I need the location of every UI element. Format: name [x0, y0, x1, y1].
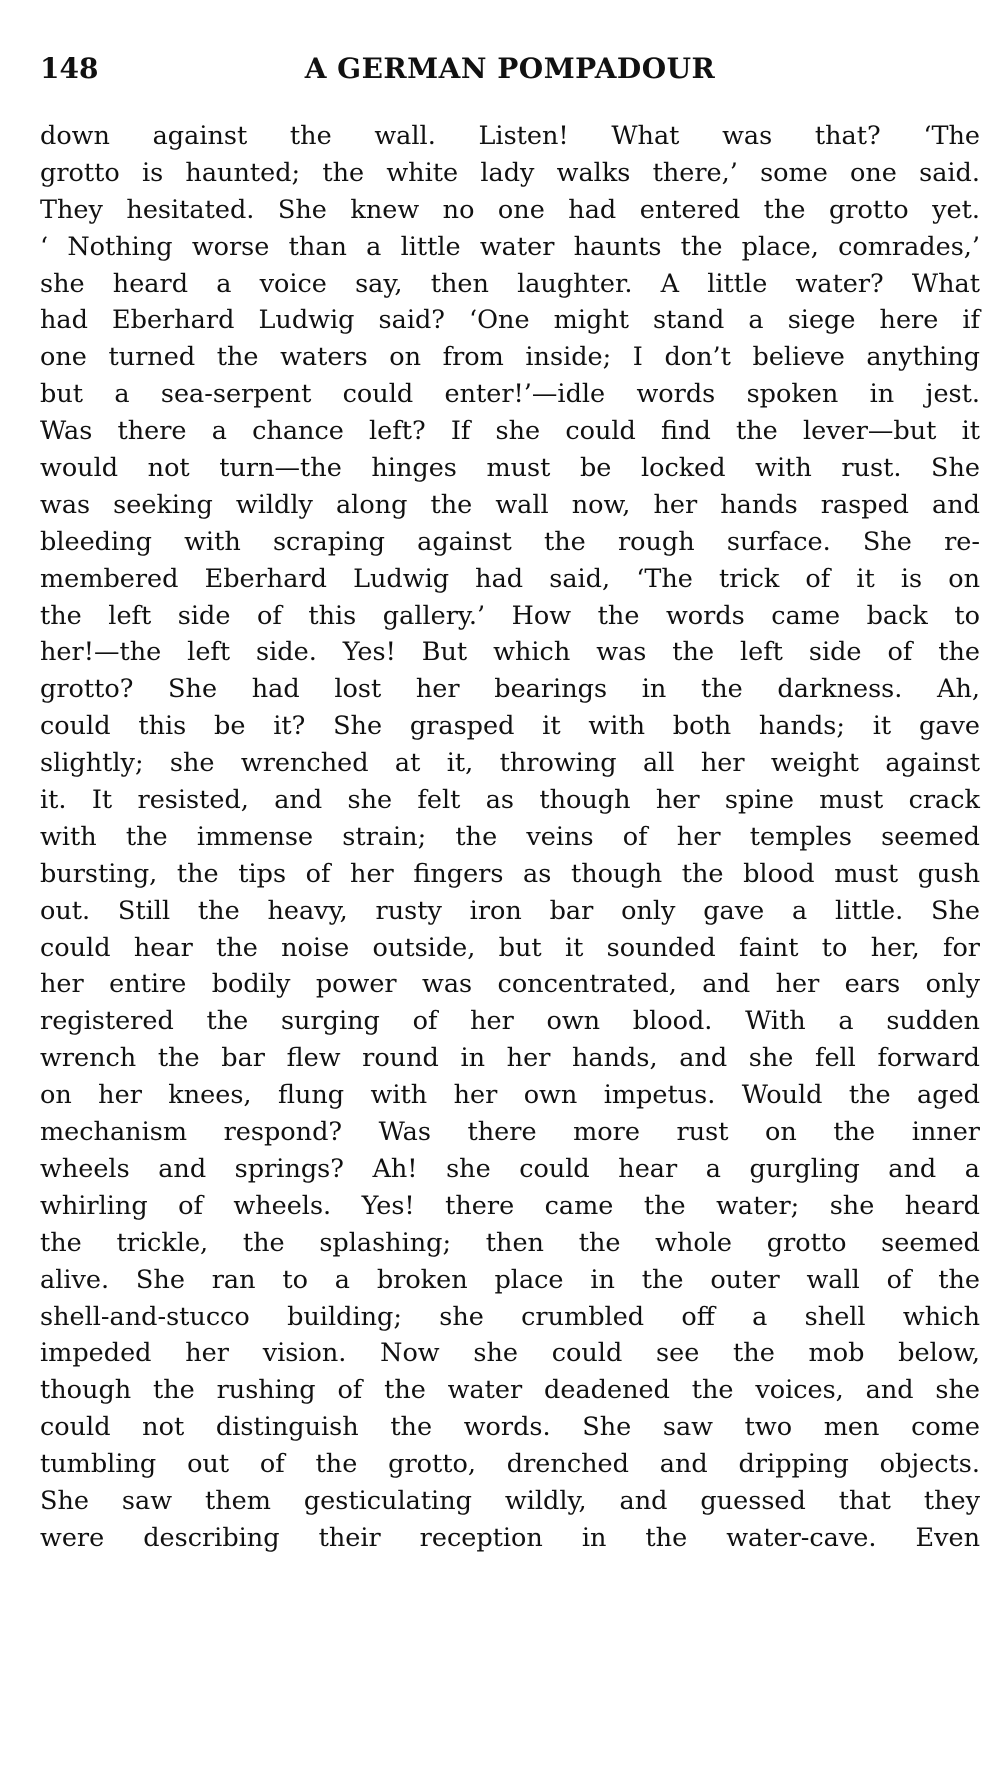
text-line: with the immense strain; the veins of her temples seemed [40, 821, 980, 852]
text-line: was seeking wildly along the wall now, her hands rasped and [40, 489, 980, 520]
text-line: but a sea-serpent could enter!’—idle words spoken in jest. [40, 379, 980, 410]
text-line: would not turn—the hinges must be locked with rust. She [40, 453, 980, 484]
text-line: bursting, the tips of her fingers as though the blood must gush [40, 858, 980, 889]
text-line: whirling of wheels. Yes! there came the water; she heard [40, 1190, 980, 1221]
body-text [40, 118, 980, 1557]
text-line: down against the wall. Listen! What was that? ‘The [40, 121, 980, 151]
text-line: had Eberhard Ludwig said? ‘One might stand a siege here if [40, 305, 980, 336]
text-line: shell-and-stucco building; she crumbled off a shell which [40, 1301, 980, 1332]
page-number: 148 [40, 52, 99, 85]
text-line: on her knees, flung with her own impetus. Would the aged [40, 1080, 980, 1111]
text-line: her!—the left side. Yes! But which was the left side of the [40, 637, 980, 668]
text-line: though the rushing of the water deadened the voices, and she [40, 1375, 980, 1406]
text-line: could this be it? She grasped it with both hands; it gave [40, 711, 980, 742]
text-line: her entire bodily power was concentrated, and her ears only [40, 969, 980, 1000]
text-line: were describing their reception in the water-cave. Even [40, 1522, 980, 1553]
text-line: slightly; she wrenched at it, throwing all her weight against [40, 748, 980, 779]
text-line: out. Still the heavy, rusty iron bar only gave a little. She [40, 895, 980, 926]
text-line: alive. She ran to a broken place in the outer wall of the [40, 1264, 980, 1295]
text-line: could hear the noise outside, but it sounded faint to her, for [40, 932, 980, 963]
text-line: ‘ Nothing worse than a little water haunts the place, comrades,’ [40, 231, 980, 262]
text-line: impeded her vision. Now she could see the mob below, [40, 1338, 980, 1369]
text-line: it. It resisted, and she felt as though her spine must crack [40, 785, 980, 816]
text-line: could not distinguish the words. She saw two men come [40, 1412, 980, 1443]
text-line: mechanism respond? Was there more rust on the inner [40, 1117, 980, 1148]
text-line: Was there a chance left? If she could find the lever—but it [40, 416, 980, 447]
text-line: wheels and springs? Ah! she could hear a gurgling and a [40, 1153, 980, 1184]
text-line: They hesitated. She knew no one had entered the grotto yet. [40, 194, 980, 225]
text-line: wrench the bar flew round in her hands, and she fell forward [40, 1043, 980, 1074]
text-line: tumbling out of the grotto, drenched and dripping objects. [40, 1449, 980, 1480]
text-line: bleeding with scraping against the rough surface. She re- [40, 526, 980, 557]
text-line: the trickle, the splashing; then the whole grotto seemed [40, 1227, 980, 1258]
text-line: one turned the waters on from inside; I don’t believe anything [40, 342, 980, 373]
text-line: She saw them gesticulating wildly, and guessed that they [40, 1485, 980, 1516]
text-line: membered Eberhard Ludwig had said, ‘The trick of it is on [40, 563, 980, 594]
text-line: she heard a voice say, then laughter. A little water? What [40, 268, 980, 299]
page-header [40, 52, 980, 92]
text-line: registered the surging of her own blood. With a sudden [40, 1006, 980, 1037]
text-line: grotto? She had lost her bearings in the darkness. Ah, [40, 674, 980, 705]
text-line: grotto is haunted; the white lady walks there,’ some one said. [40, 157, 980, 188]
running-head: A GERMAN POMPADOUR [304, 52, 716, 85]
text-line: the left side of this gallery.’ How the words came back to [40, 600, 980, 631]
